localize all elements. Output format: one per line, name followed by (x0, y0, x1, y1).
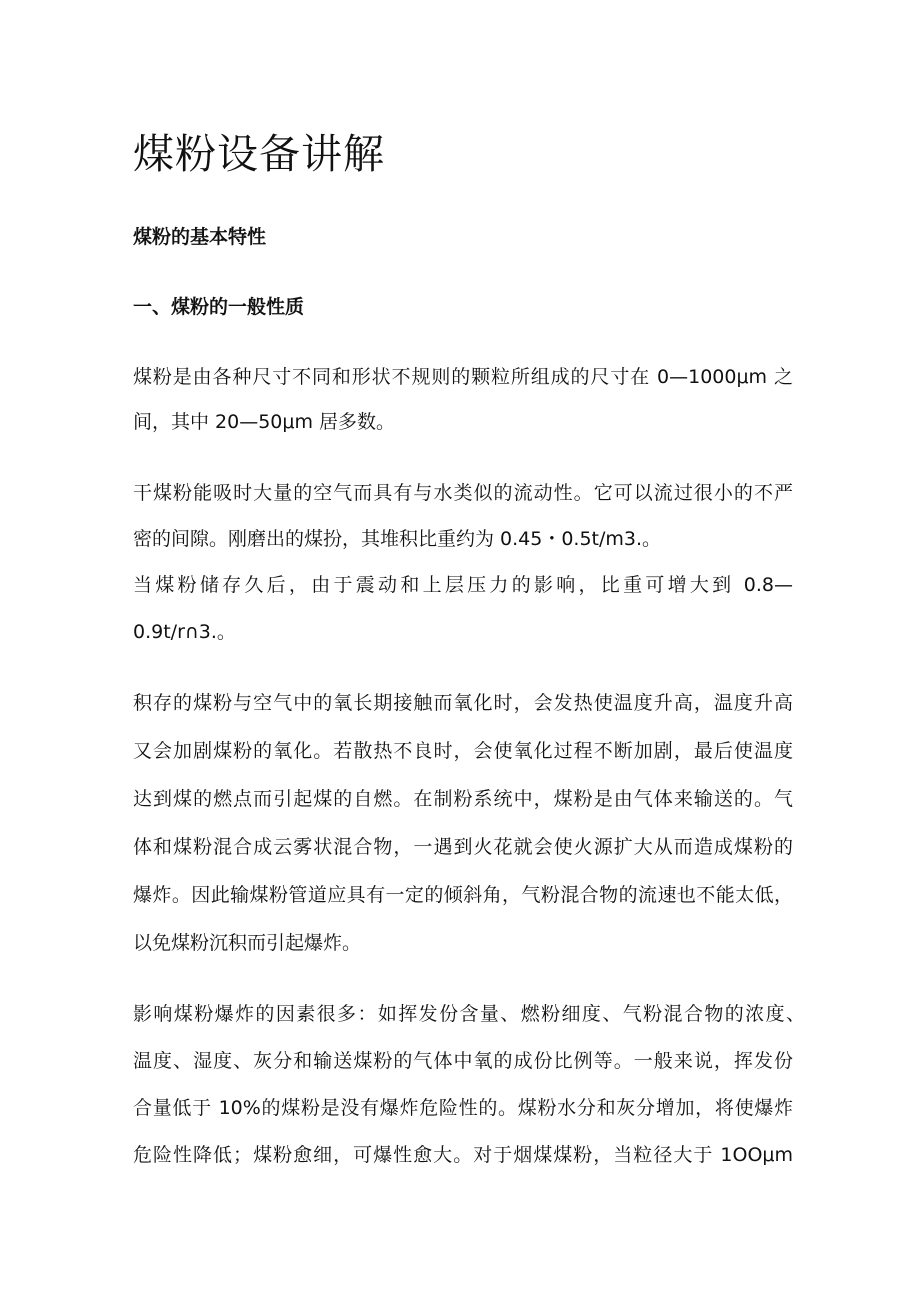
paragraph-line: 体和煤粉混合成云雾状混合物，一遇到火花就会使火源扩大从而造成煤粉的 (133, 836, 793, 858)
paragraph-line: 影响煤粉爆炸的因素很多：如挥发份含量、燃粉细度、气粉混合物的浓度、 (133, 1003, 805, 1025)
section-heading: 一、煤粉的一般性质 (133, 296, 305, 318)
paragraph-line: 0.9t/r∩3.。 (133, 621, 236, 643)
paragraph-line: 间，其中 20—50μm 居多数。 (133, 411, 396, 433)
paragraph-line: 当煤粉储存久后，由于震动和上层压力的影响，比重可增大到 0.8— (133, 574, 793, 596)
paragraph-line: 合量低于 10%的煤粉是没有爆炸危险性的。煤粉水分和灰分增加，将使爆炸 (133, 1097, 793, 1119)
paragraph-line: 危险性降低；煤粉愈细，可爆性愈大。对于烟煤煤粉，当粒径大于 1OOμm (133, 1144, 793, 1166)
paragraph-line: 煤粉是由各种尺寸不同和形状不规则的颗粒所组成的尺寸在 0—1000μm 之 (133, 366, 793, 388)
paragraph-line: 达到煤的燃点而引起煤的自燃。在制粉系统中，煤粉是由气体来输送的。气 (133, 788, 793, 810)
paragraph-line: 温度、湿度、灰分和输送煤粉的气体中氧的成份比例等。一般来说，挥发份 (133, 1050, 793, 1072)
paragraph-line: 以免煤粉沉积而引起爆炸。 (133, 932, 362, 954)
paragraph-line: 又会加剧煤粉的氧化。若散热不良时，会使氧化过程不断加剧，最后使温度 (133, 740, 793, 762)
subtitle-heading: 煤粉的基本特性 (133, 226, 267, 248)
document-title: 煤粉设备讲解 (133, 130, 385, 178)
paragraph-line: 干煤粉能吸时大量的空气而具有与水类似的流动性。它可以流过很小的不严 (133, 482, 793, 504)
paragraph-line: 积存的煤粉与空气中的氧长期接触而氧化时，会发热使温度升高，温度升高 (133, 692, 793, 714)
paragraph-line: 密的间隙。刚磨出的煤扮，其堆积比重约为 0.45・0.5t/m3.。 (133, 528, 662, 550)
paragraph-line: 爆炸。因此输煤粉管道应具有一定的倾斜角，气粉混合物的流速也不能太低， (133, 884, 793, 906)
